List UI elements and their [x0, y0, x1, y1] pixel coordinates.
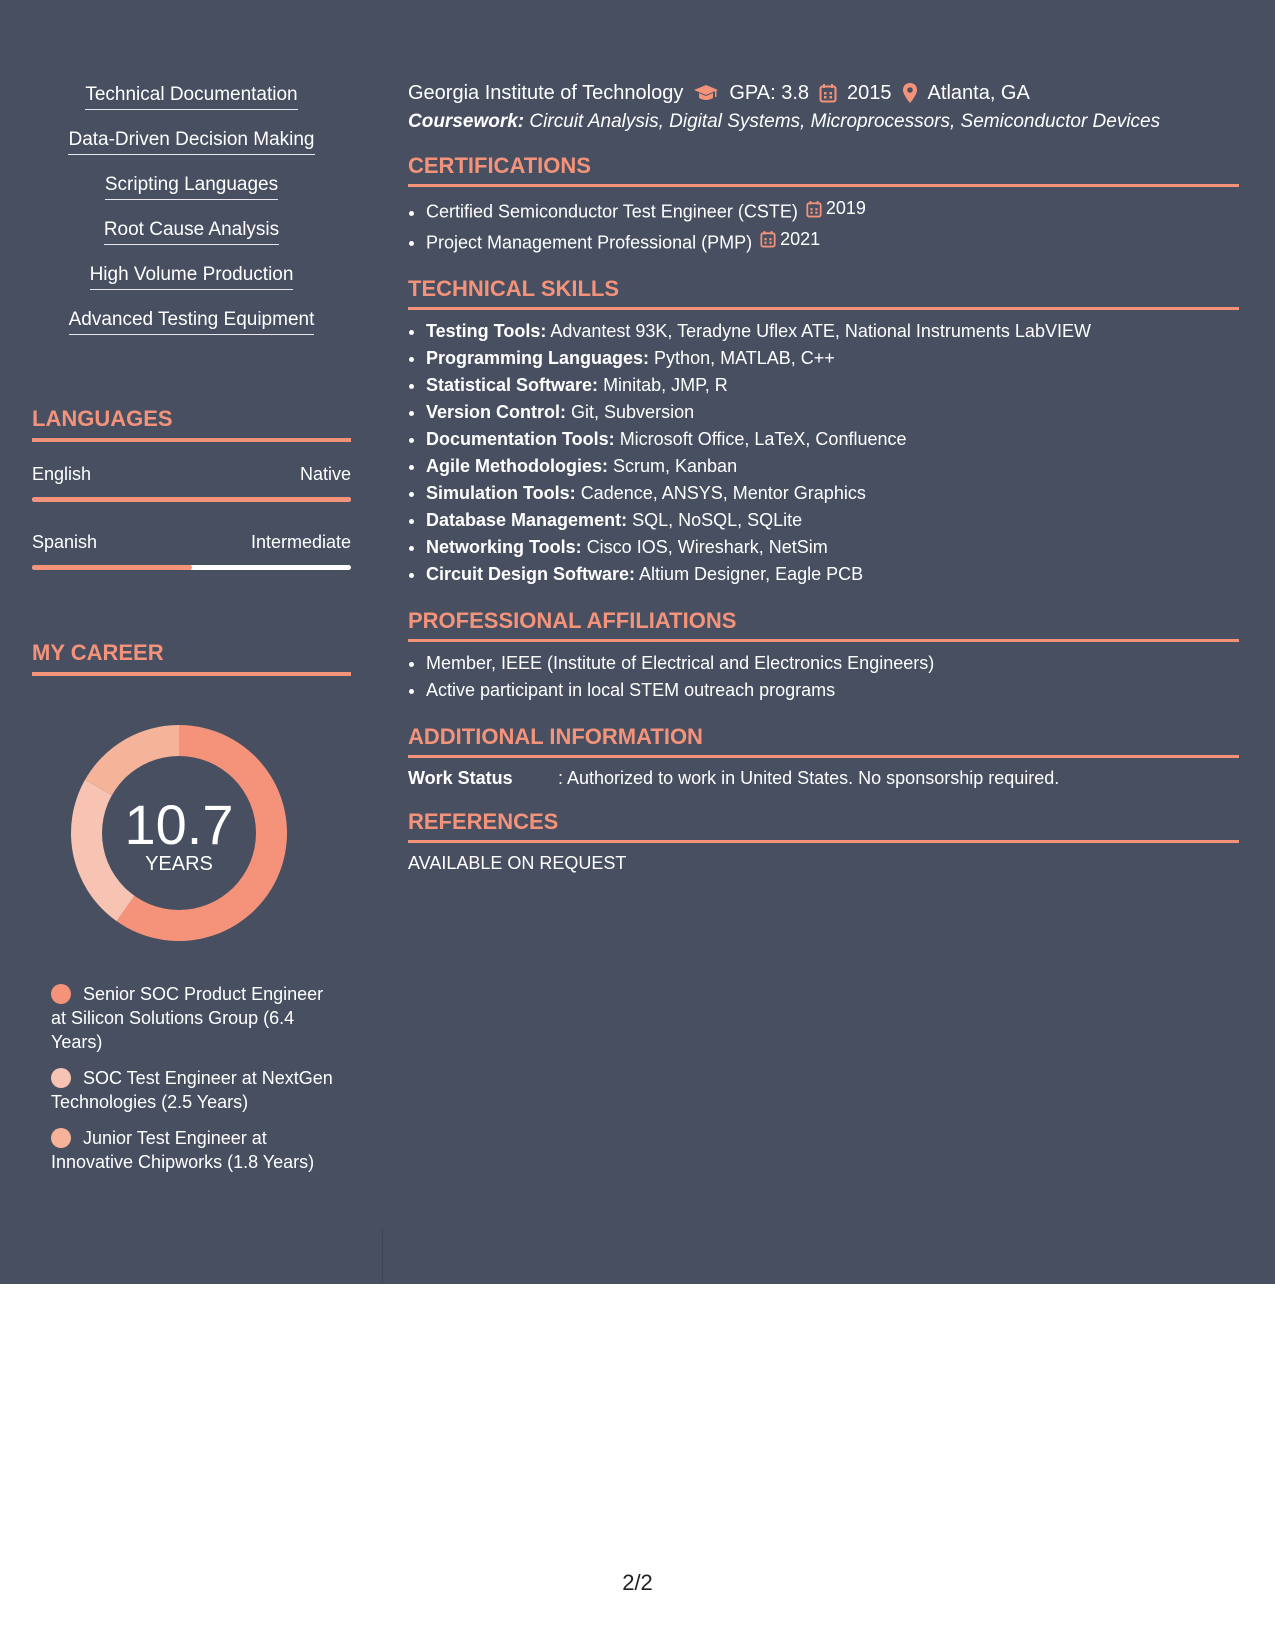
calendar-icon: [760, 230, 776, 248]
technical-skill-item: [426, 534, 1239, 561]
certification-name: Project Management Professional (PMP): [426, 232, 753, 252]
technical-skill-item: [426, 480, 1239, 507]
certifications-title: CERTIFICATIONS: [408, 153, 1239, 187]
references-title: REFERENCES: [408, 809, 1239, 843]
skill-item: [32, 264, 351, 309]
language-bar: [32, 565, 351, 570]
calendar-icon: [806, 200, 822, 218]
technical-skills-section: [408, 276, 1239, 588]
skill-value: Advantest 93K, Teradyne Uflex ATE, National Instruments LabVIEW: [550, 321, 1091, 341]
calendar-icon: [819, 83, 837, 103]
technical-skill-item: [426, 507, 1239, 534]
right-column: [408, 78, 1239, 874]
skill-value: Python, MATLAB, C++: [654, 348, 835, 368]
skill-tag: Root Cause Analysis: [104, 219, 279, 245]
skill-value: Scrum, Kanban: [613, 456, 738, 476]
technical-skill-item: [426, 561, 1239, 588]
skill-value: SQL, NoSQL, SQLite: [632, 510, 803, 530]
legend-dot: [51, 984, 71, 1004]
affiliations-section: [408, 608, 1239, 704]
work-status-label: Work Status: [408, 768, 513, 788]
skills-list: [32, 84, 351, 354]
skill-item: [32, 219, 351, 264]
coursework-text: Circuit Analysis, Digital Systems, Microprocessors, Semiconductor Devices: [529, 111, 1161, 132]
skill-value: Microsoft Office, LaTeX, Confluence: [619, 429, 907, 449]
language-spanish: [32, 532, 351, 570]
left-column: [32, 84, 351, 1186]
career-title: MY CAREER: [32, 640, 351, 676]
affiliations-title: PROFESSIONAL AFFILIATIONS: [408, 608, 1239, 642]
language-bar-fill: [32, 565, 192, 570]
language-english: [32, 464, 351, 502]
column-divider: [382, 1228, 383, 1284]
technical-skill-item: [426, 453, 1239, 480]
page-number: 2/2: [622, 1570, 653, 1595]
career-total-years: 10.7: [124, 793, 234, 856]
work-status-row: [408, 768, 1239, 789]
skill-label: Simulation Tools:: [426, 483, 576, 503]
technical-skill-item: [426, 345, 1239, 372]
skill-label: Documentation Tools:: [426, 429, 615, 449]
career-item: [51, 1066, 336, 1114]
skill-label: Networking Tools:: [426, 537, 582, 557]
language-bar-fill: [32, 497, 351, 502]
skill-label: Agile Methodologies:: [426, 456, 608, 476]
legend-dot: [51, 1128, 71, 1148]
certification-year: 2019: [825, 198, 866, 218]
references-text: AVAILABLE ON REQUEST: [408, 853, 627, 873]
certification-item: [426, 195, 1239, 226]
technical-skills-title: TECHNICAL SKILLS: [408, 276, 1239, 310]
career-item-text: Junior Test Engineer at Innovative Chipworks (1.8 Years): [51, 1128, 315, 1172]
language-level: Native: [299, 464, 351, 484]
technical-skill-item: [426, 318, 1239, 345]
coursework-label: Coursework:: [408, 111, 525, 132]
career-item: [51, 1126, 336, 1174]
skill-label: Programming Languages:: [426, 348, 650, 368]
skill-value: Minitab, JMP, R: [603, 375, 728, 395]
skill-tag: Advanced Testing Equipment: [69, 309, 315, 335]
additional-info-section: [408, 724, 1239, 789]
skill-item: [32, 174, 351, 219]
language-bar: [32, 497, 351, 502]
gpa: GPA: 3.8: [729, 81, 810, 104]
skill-value: Cadence, ANSYS, Mentor Graphics: [580, 483, 866, 503]
certifications-list: [408, 195, 1239, 256]
technical-skills-list: [408, 318, 1239, 588]
skill-label: Version Control:: [426, 402, 567, 422]
skill-label: Circuit Design Software:: [426, 564, 636, 584]
references-section: [408, 809, 1239, 874]
work-status-value: : Authorized to work in United States. No sponsorship required.: [558, 768, 1060, 788]
skill-label: Database Management:: [426, 510, 628, 530]
skill-value: Cisco IOS, Wireshark, NetSim: [586, 537, 828, 557]
education-line: [408, 78, 1239, 108]
career-list: [32, 982, 336, 1174]
language-level: Intermediate: [250, 532, 351, 552]
career-item-text: SOC Test Engineer at NextGen Technologies (2.5 Years): [51, 1068, 333, 1112]
languages-title: LANGUAGES: [32, 406, 351, 442]
affiliation-item: • Active participant in local STEM outreach programs: [426, 677, 1239, 704]
coursework: [408, 111, 1239, 133]
certifications-section: [408, 153, 1239, 256]
certification-name: Certified Semiconductor Test Engineer (CSTE): [426, 201, 798, 222]
career-total-unit: YEARS: [145, 853, 213, 875]
graduation-cap-icon: [693, 84, 719, 102]
technical-skill-item: [426, 426, 1239, 453]
certification-year: 2021: [780, 228, 821, 249]
career-item: [51, 982, 336, 1054]
skill-tag: Scripting Languages: [105, 174, 278, 200]
location-pin-icon: [902, 82, 918, 104]
technical-skill-item: [426, 372, 1239, 399]
language-name: English: [32, 464, 92, 484]
skill-value: Git, Subversion: [571, 402, 695, 422]
affiliation-item: • Member, IEEE (Institute of Electrical and Electronics Engineers): [426, 650, 1239, 677]
skill-tag: Data-Driven Decision Making: [68, 129, 314, 155]
career-item-text: Senior SOC Product Engineer at Silicon Solutions Group (6.4 Years): [51, 984, 324, 1052]
additional-info-title: ADDITIONAL INFORMATION: [408, 724, 1239, 758]
certification-item: [426, 226, 1239, 257]
language-name: Spanish: [32, 532, 98, 552]
skill-value: Altium Designer, Eagle PCB: [639, 564, 864, 584]
skill-item: [32, 129, 351, 174]
skill-item: [32, 84, 351, 129]
school-location: Atlanta, GA: [927, 81, 1030, 104]
skill-label: Statistical Software:: [426, 375, 599, 395]
skill-label: Testing Tools:: [426, 321, 547, 341]
technical-skill-item: [426, 399, 1239, 426]
skill-item: [32, 309, 351, 354]
school-name: Georgia Institute of Technology: [408, 81, 684, 104]
legend-dot: [51, 1068, 71, 1088]
skill-tag: High Volume Production: [90, 264, 294, 290]
skill-tag: Technical Documentation: [85, 84, 297, 110]
career-donut-chart: [66, 720, 292, 946]
affiliations-list: [408, 650, 1239, 704]
graduation-year: 2015: [847, 81, 892, 104]
